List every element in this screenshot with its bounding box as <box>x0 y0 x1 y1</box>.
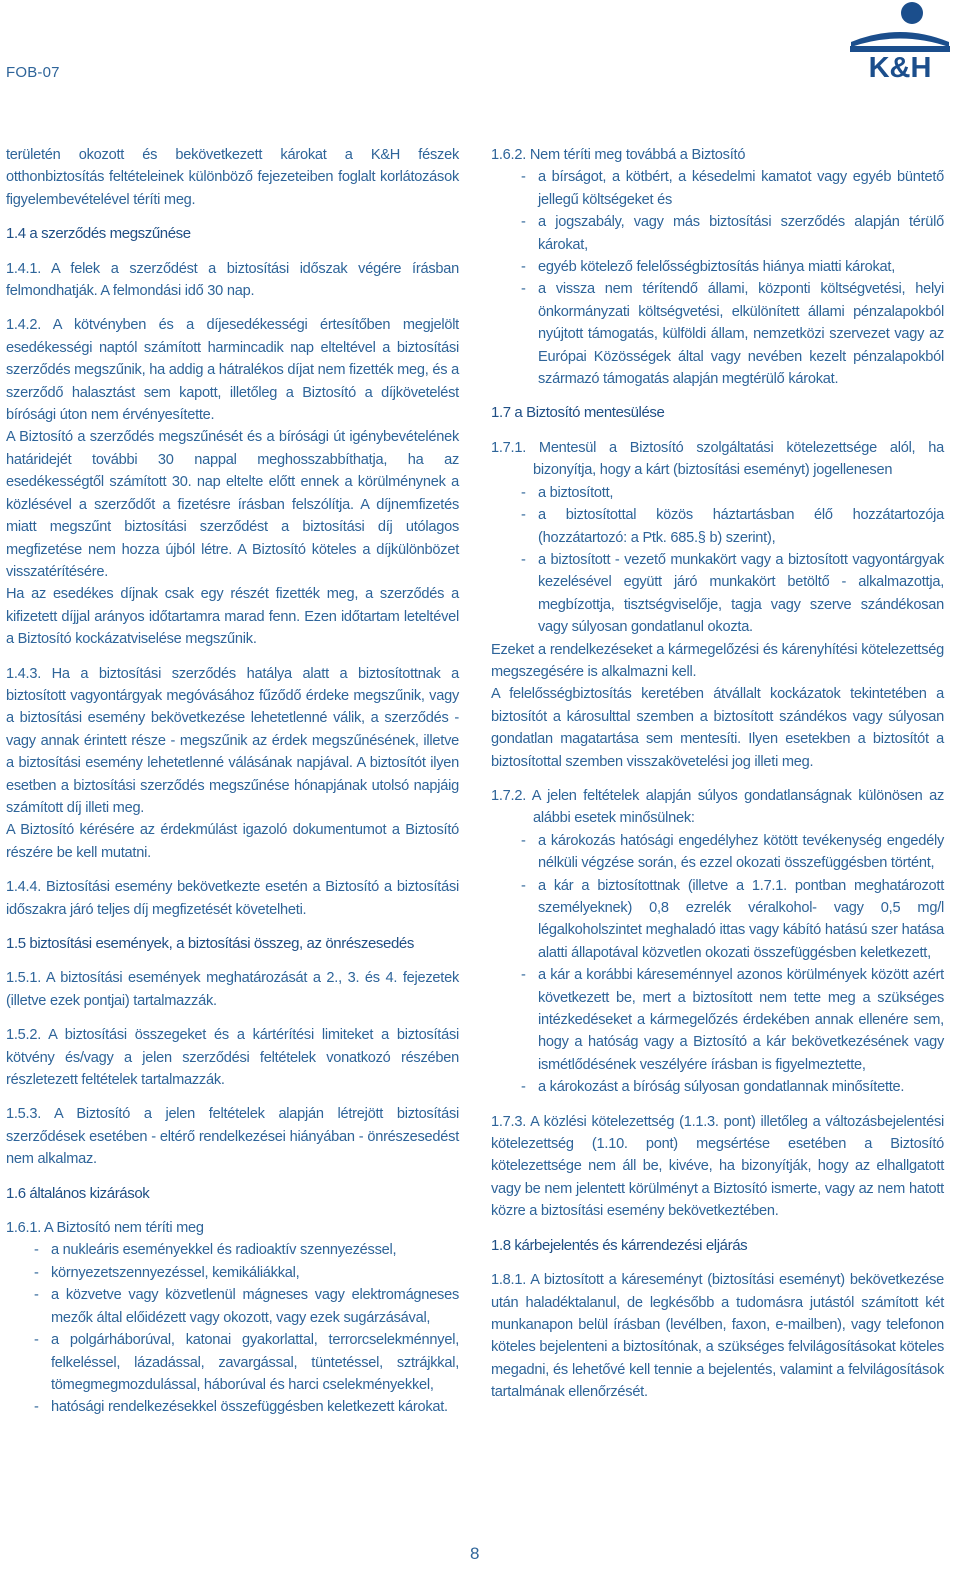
paragraph-1-7-3: 1.7.3. A közlési kötelezettség (1.1.3. pont) illetőleg a változásbejelentési kötelezettség (1.10. pont) megsértése esetében a Biztosító kötelezettsége nem áll be, kivéve, ha bizonyítják, hogy az elhallgatott vagy be nem jelentett körülményt a Biztosító ismerte, vagy az nem hatott közre a biztosítási esemény bekövetkeztében. <box>491 1113 944 1220</box>
section-heading-1-5: 1.5 biztosítási események, a biztosítási összeg, az önrészesedés <box>6 935 414 952</box>
list-item: - egyéb kötelező felelősségbiztosítás hiánya miatti károkat, <box>491 256 944 278</box>
page-number: 8 <box>470 1544 480 1563</box>
intro-paragraph: területén okozott és bekövetkezett károkat a K&H fészek otthonbiztosítás feltételeinek különböző fejezeteiben foglalt korlátozások figyelembevételével téríti meg. <box>6 147 459 208</box>
list-item: - a kár a korábbi káreseménnyel azonos körülmények között azért következett be, mert a biztosított nem tette meg a szükséges intézkedéseket a kármegelőzés érdekében annak ellenére sem, hogy a hatóság vagy a Biztosító a kár bekövetkezésének vagy ismétlődésének veszélyére írásban is figyelmeztette, <box>491 964 944 1076</box>
section-heading-1-8: 1.8 kárbejelentés és kárrendezési eljárás <box>491 1236 748 1254</box>
logo-arc <box>851 32 949 47</box>
list-item: - környezetszennyezéssel, kemikáliákkal, <box>6 1262 459 1284</box>
list-item: - a kár a biztosítottnak (illetve a 1.7.1. pontban meghatározott személyeknek) 0,8 ezrelék véralkohol- vagy 0,5 mg/l légalkoholszintet meghaladó ittas vagy kábító hatású szer hatása alatti állapotával közvetlen okozati összefüggésben keletkezett, <box>491 875 944 965</box>
section-heading-1-7: 1.7 a Biztosító mentesülése <box>491 404 665 422</box>
list-item: - hatósági rendelkezésekkel összefüggésben keletkezett károkat. <box>6 1396 459 1418</box>
paragraph-1-5-1: 1.5.1. A biztosítási események meghatározását a 2., 3. és 4. fejezetek (illetve ezek pontjai) tartalmazzák. <box>6 970 459 1009</box>
list-item: - a bírságot, a kötbért, a késedelmi kamatot vagy egyéb büntető jellegű költségeket és <box>491 166 944 211</box>
kh-logo <box>848 0 952 82</box>
paragraph-1-4-4: 1.4.4. Biztosítási esemény bekövetkezte esetén a Biztosító a biztosítási időszakra járó teljes díj megfizetését követelheti. <box>6 879 459 918</box>
list-item: - a vissza nem térítendő állami, központi költségvetési, helyi önkormányzati költségvetési, elkülönített állami pénzalapokból nyújtott támogatás, külföldi állam, nemzetközi szervezet vagy az Európai Közösségek által vagy nevében kezelt pénzalapokból származó támogatás alapján megtérülő károkat. <box>491 278 944 390</box>
paragraph-1-4-2-b: A Biztosító a szerződés megszűnését és a bírósági út igénybevételének határidejét további 30 nappal meghosszabbíthatja, ha az esedékességtől számított 30. nap eltelte előtt ennek a körülménynek a közlésével a szerződőt a fizetésre írásban felszólítja. A díjnemfizetés miatt megszűnt biztosítási szerződést a biztosítási díj utólagos megfizetése nem hozza újból létre. A Biztosító köteles a díjkülönbözet visszatérítésére. <box>6 429 459 580</box>
paragraph-1-8-1: 1.8.1. A biztosított a káreseményt (biztosítási eseményt) bekövetkezése után haladéktalanul, de legkésőbb a tudomásra jutástól számított két munkanapon belül írásban (levélben, faxon, e-mailben), vagy telefonon köteles bejelenteni a biztosítónak, a szükséges felvilágosításokat köteles megadni, és lehetővé kell tennie a bejelentés, valamint a felvilágosítások tartalmának ellenőrzését. <box>491 1272 944 1401</box>
paragraph-1-7-1-c: A felelősségbiztosítás keretében átvállalt kockázatok tekintetében a biztosítót a károsulttal szemben a biztosított szándékos vagy súlyosan gondatlan magatartása sem mentesíti. Ilyen esetekben a biztosítót a biztosítottal szemben visszakövetelési jog illeti meg. <box>491 686 944 770</box>
section-heading-1-4: 1.4 a szerződés megszűnése <box>6 225 191 243</box>
list-item: - a jogszabály, vagy más biztosítási szerződés alapján térülő károkat, <box>491 211 944 256</box>
list-item: - a nukleáris eseményekkel és radioaktív szennyezéssel, <box>6 1239 459 1261</box>
list-item: - a károkozást a bíróság súlyosan gondatlannak minősítette. <box>491 1076 944 1098</box>
list-item: - a polgárháborúval, katonai gyakorlattal, terrorcselekménnyel, felkeléssel, lázadással, zavargással, tüntetéssel, sztrájkkal, tömegmegmozdulással, háborúval és harci cselekményekkel, <box>6 1329 459 1396</box>
paragraph-1-4-3-b: A Biztosító kérésére az érdekmúlást igazoló dokumentumot a Biztosító részére be kell mutatni. <box>6 822 459 861</box>
list-item: - a biztosított, <box>491 482 944 504</box>
paragraph-1-5-3: 1.5.3. A Biztosító a jelen feltételek alapján létrejött biztosítási szerződések esetében - eltérő rendelkezései hiányában - önrészesedést nem alkalmaz. <box>6 1106 459 1168</box>
exclusion-list <box>6 1239 459 1418</box>
logo-dot <box>901 2 923 24</box>
paragraph-1-7-1: 1.7.1. Mentesül a Biztosító szolgáltatási kötelezettsége alól, ha bizonyítja, hogy a kárt (biztosítási eseményt) jogellenesen <box>491 439 944 479</box>
list-item: - a közvetve vagy közvetlenül mágneses vagy elektromágneses mezők által előidézett vagy okozott, vagy ezek sugárzásával, <box>6 1284 459 1329</box>
paragraph-1-6-2: 1.6.2. Nem téríti meg továbbá a Biztosító <box>491 147 746 163</box>
section-heading-1-6: 1.6 általános kizárások <box>6 1184 150 1202</box>
paragraph-1-5-2: 1.5.2. A biztosítási összegeket és a kártérítési limiteket a biztosítási kötvény és/vagy a jelen szerződési feltételek vonatkozó részében részletezett feltételek tartalmazzák. <box>6 1027 459 1089</box>
left-column <box>6 144 459 1419</box>
paragraph-1-4-3: 1.4.3. Ha a biztosítási szerződés hatálya alatt a biztosítottnak a biztosított vagyontárgyak megóvásához fűződő érdeke megszűnik, vagy a biztosítási esemény bekövetkezése lehetetlenné válik, a szerződés - vagy annak érintett része - megszűnik az érdek megszűnésének, illetve a biztosítási esemény lehetetlenné válásának napjával. A biztosítót ilyen esetben a biztosítási szerződés megszűnése hónapjának utolsó napjáig számított díj illeti meg. <box>6 665 459 816</box>
logo-text: K&H <box>868 52 932 82</box>
paragraph-1-4-2-c: Ha az esedékes díjnak csak egy részét fizették meg, a szerződés a kifizetett díjjal arányos időtartamra marad fenn. Ezen időtartam leteltével a Biztosító kockázatviselése megszűnik. <box>6 586 459 648</box>
negligence-list <box>491 830 944 1099</box>
paragraph-1-7-1-b: Ezeket a rendelkezéseket a kármegelőzési és kárenyhítési kötelezettség megszegésére is alkalmazni kell. <box>491 641 944 680</box>
paragraph-1-6-1: 1.6.1. A Biztosító nem téríti meg <box>6 1220 204 1237</box>
paragraph-1-4-1: 1.4.1. A felek a szerződést a biztosítási időszak végére írásban felmondhatják. A felmondási idő 30 nap. <box>6 260 459 300</box>
paragraph-1-7-2: 1.7.2. A jelen feltételek alapján súlyos gondatlanságnak különösen az alábbi esetek minősülnek: <box>491 787 944 827</box>
list-item: - a biztosítottal közös háztartásban élő hozzátartozója (hozzátartozó: a Ptk. 685.§ b) szerint), <box>491 504 944 549</box>
paragraph-1-4-2: 1.4.2. A kötvényben és a díjesedékességi értesítőben megjelölt esedékességi naptól számított harmincadik nap elteltével a biztosítási szerződés megszűnik, ha addig a hátralékos díjat nem fizették meg, és a szerződő halasztást sem kapott, illetőleg a Biztosító a díjkövetelést bírósági úton nem érvényesítette. <box>6 317 459 424</box>
list-item: - a károkozás hatósági engedélyhez kötött tevékenység engedély nélküli végzése során, és ezzel okozati összefüggésben történt, <box>491 830 944 875</box>
list-item: - a biztosított - vezető munkakört vagy a biztosított vagyontárgyak kezelésével együtt járó munkakört betöltő - alkalmazottja, megbízottja, tisztségviselője, tagja vagy szerve szándékosan vagy súlyosan gondatlanul okozta. <box>491 549 944 639</box>
exemption-list <box>491 482 944 639</box>
document-code: FOB-07 <box>6 64 60 81</box>
right-column <box>491 144 944 1404</box>
exclusion-list-2 <box>491 166 944 390</box>
